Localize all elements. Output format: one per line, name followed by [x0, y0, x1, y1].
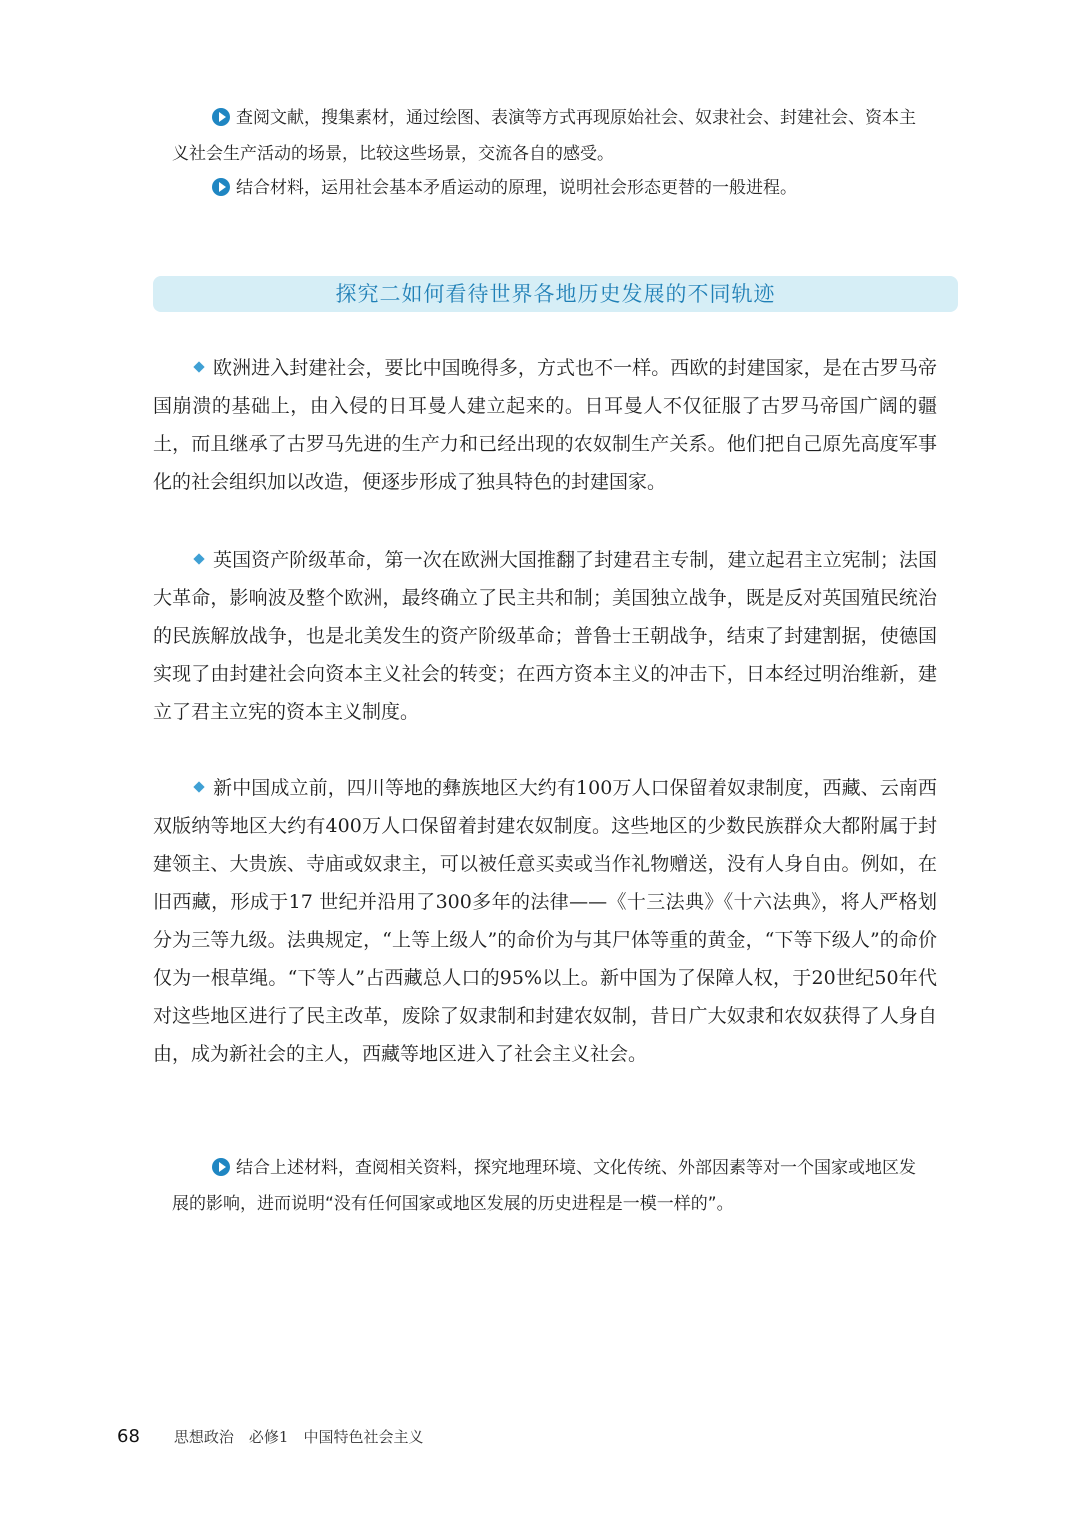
task-text-1: 查阅文献，搜集素材，通过绘图、表演等方式再现原始社会、奴隶社会、封建社会、资本主义社会生产活动的场景，比较这些场景，交流各自的感受。	[172, 108, 916, 164]
page-number: 68	[117, 1426, 140, 1447]
task-item-1	[172, 100, 932, 172]
material-paragraph-2	[153, 541, 937, 731]
play-arrow-icon	[212, 1158, 230, 1176]
play-arrow-icon	[212, 178, 230, 196]
diamond-bullet-icon	[193, 781, 204, 792]
material-text-1: 欧洲进入封建社会，要比中国晚得多，方式也不一样。西欧的封建国家，是在古罗马帝国崩溃的基础上，由入侵的日耳曼人建立起来的。日耳曼人不仅征服了古罗马帝国广阔的疆土，而且继承了古罗马先进的生产力和已经出现的农奴制生产关系。他们把自己原先高度军事化的社会组织加以改造，便逐步形成了独具特色的封建国家。	[153, 357, 937, 493]
play-arrow-icon	[212, 108, 230, 126]
diamond-bullet-icon	[193, 553, 204, 564]
material-text-3: 新中国成立前，四川等地的彝族地区大约有100万人口保留着奴隶制度，西藏、云南西双版纳等地区大约有400万人口保留着封建农奴制度。这些地区的少数民族群众大都附属于封建领主、大贵族、寺庙或奴隶主，可以被任意买卖或当作礼物赠送，没有人身自由。例如，在旧西藏，形成于17 世纪并沿用了300多年的法律——《十三法典》《十六法典》，将人严格划分为三等九级。法典规定，“上等上级人”的命价为与其尸体等重的黄金，“下等下级人”的命价仅为一根草绳。“下等人”占西藏总人口的95%以上。新中国为了保障人权，于20世纪50年代对这些地区进行了民主改革，废除了奴隶制和封建农奴制，昔日广大奴隶和农奴获得了人身自由，成为新社会的主人，西藏等地区进入了社会主义社会。	[153, 777, 937, 1065]
section-label: 探究二	[335, 282, 402, 306]
task-text-3: 结合上述材料，查阅相关资料，探究地理环境、文化传统、外部因素等对一个国家或地区发展的影响，进而说明“没有任何国家或地区发展的历史进程是一模一样的”。	[172, 1158, 916, 1214]
diamond-bullet-icon	[193, 361, 204, 372]
task-item-2	[172, 170, 932, 206]
task-item-3	[172, 1150, 932, 1222]
task-text-2: 结合材料，运用社会基本矛盾运动的原理，说明社会形态更替的一般进程。	[236, 178, 797, 198]
material-paragraph-1	[153, 349, 937, 501]
material-text-2: 英国资产阶级革命，第一次在欧洲大国推翻了封建君主专制，建立起君主立宪制；法国大革命，影响波及整个欧洲，最终确立了民主共和制；美国独立战争，既是反对英国殖民统治的民族解放战争，也是北美发生的资产阶级革命；普鲁士王朝战争，结束了封建割据，使德国实现了由封建社会向资本主义社会的转变；在西方资本主义的冲击下，日本经过明治维新，建立了君主立宪的资本主义制度。	[153, 549, 937, 723]
page-footer	[117, 1426, 423, 1456]
material-paragraph-3	[153, 769, 937, 1073]
footer-text: 思想政治 必修1 中国特色社会主义	[173, 1428, 424, 1446]
section-title: 如何看待世界各地历史发展的不同轨迹	[401, 282, 776, 306]
section-header	[153, 276, 958, 312]
